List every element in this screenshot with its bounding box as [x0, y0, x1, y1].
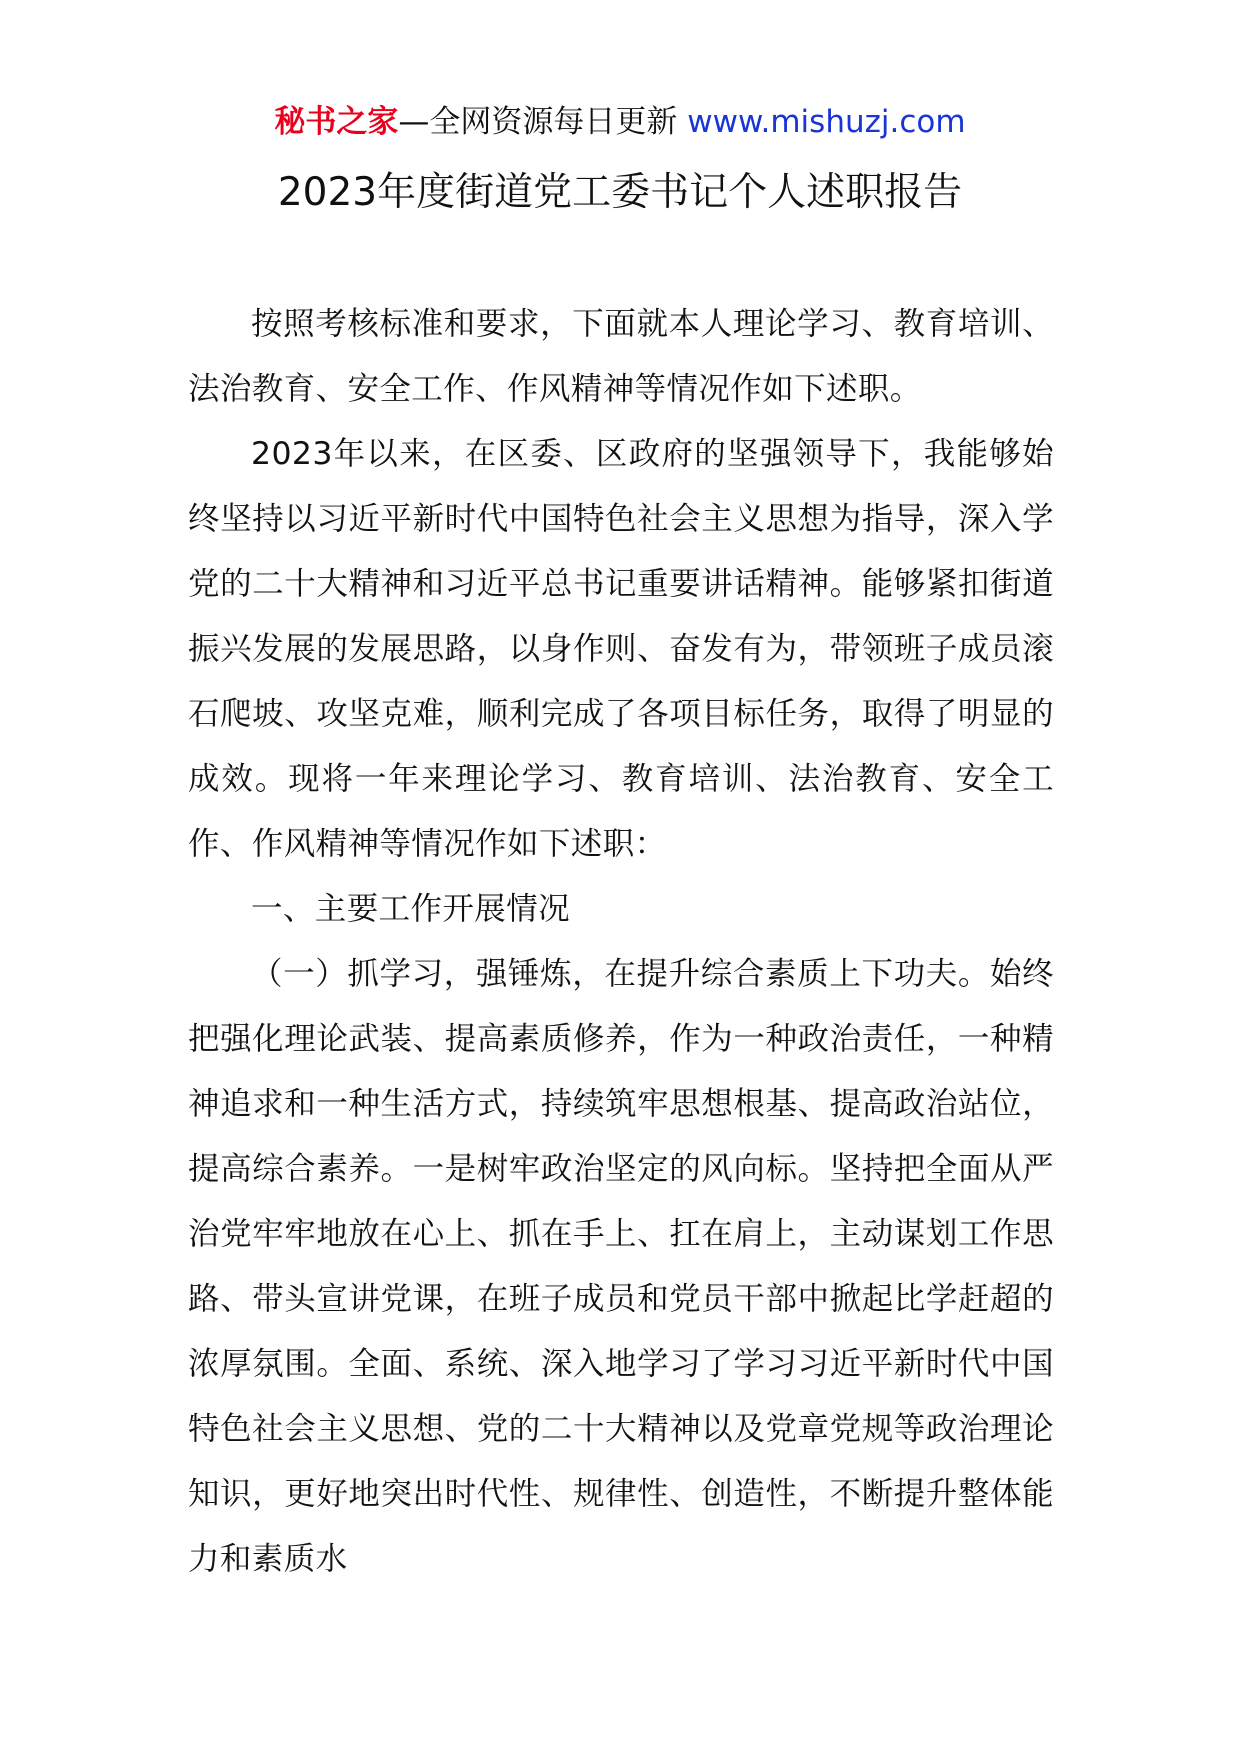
document-title: 2023年度街道党工委书记个人述职报告 [277, 170, 963, 215]
site-banner [0, 100, 1240, 144]
paragraph-overview: 2023年以来，在区委、区政府的坚强领导下，我能够始终坚持以习近平新时代中国特色社会主义思想为指导，深入学党的二十大精神和习近平总书记重要讲话精神。能够紧扣街道振兴发展的发展思路，以身作则、奋发有为，带领班子成员滚石爬坡、攻坚克难，顺利完成了各项目标任务，取得了明显的成效。现将一年来理论学习、教育培训、法治教育、安全工作、作风精神等情况作如下述职： [188, 436, 1054, 862]
site-brand: 秘书之家 [274, 104, 399, 140]
section-heading: 一、主要工作开展情况 [251, 891, 571, 927]
paragraph-study: （一）抓学习，强锤炼，在提升综合素质上下功夫。始终把强化理论武装、提高素质修养，作为一种政治责任，一种精神追求和一种生活方式，持续筑牢思想根基、提高政治站位，提高综合素养。一是树牢政治坚定的风向标。坚持把全面从严治党牢牢地放在心上、抓在手上、扛在肩上，主动谋划工作思路、带头宣讲党课，在班子成员和党员干部中掀起比学赶超的浓厚氛围。全面、系统、深入地学习了学习习近平新时代中国特色社会主义思想、党的二十大精神以及党章党规等政治理论知识，更好地突出时代性、规律性、创造性，不断提升整体能力和素质水 [188, 956, 1054, 1577]
site-tagline: —全网资源每日更新 [398, 104, 678, 140]
document-body [188, 292, 1054, 1592]
site-url-link[interactable]: www.mishuzj.com [687, 104, 966, 140]
paragraph-intro: 按照考核标准和要求，下面就本人理论学习、教育培训、法治教育、安全工作、作风精神等情况作如下述职。 [188, 306, 1054, 407]
